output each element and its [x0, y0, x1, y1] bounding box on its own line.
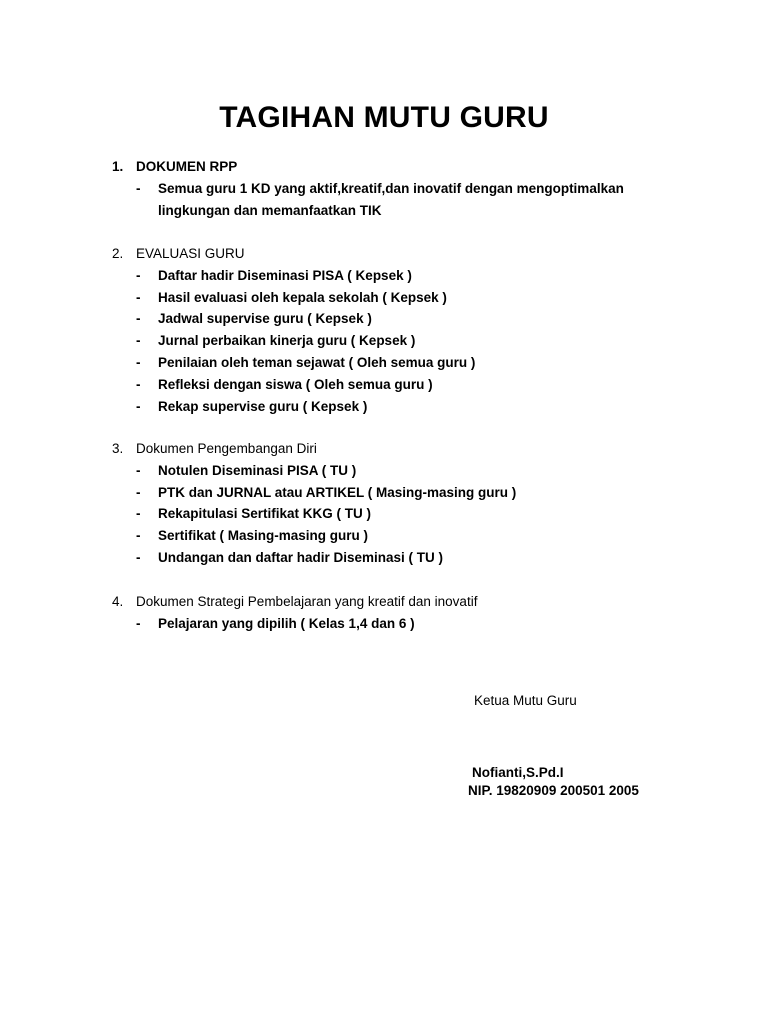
dash-bullet: -: [136, 462, 141, 478]
list-item: [112, 308, 672, 330]
list-item: [112, 287, 672, 309]
section-number: 4.: [112, 594, 124, 609]
dash-bullet: -: [136, 180, 141, 196]
item-text: Penilaian oleh teman sejawat ( Oleh semua guru ): [158, 354, 476, 370]
item-text: Notulen Diseminasi PISA ( TU ): [158, 462, 357, 478]
section-title: Dokumen Pengembangan Diri: [136, 441, 317, 456]
section-title: Dokumen Strategi Pembelajaran yang kreatif dan inovatif: [136, 594, 478, 609]
item-list: [112, 613, 672, 635]
section-title: EVALUASI GURU: [136, 246, 245, 261]
dash-bullet: -: [136, 333, 141, 349]
item-text: Undangan dan daftar hadir Diseminasi ( TU ): [158, 549, 444, 565]
dash-bullet: -: [136, 311, 141, 327]
dash-bullet: -: [136, 615, 141, 631]
signature-role: Ketua Mutu Guru: [474, 693, 577, 708]
section-number: 1.: [112, 159, 124, 174]
item-list: [112, 265, 672, 418]
signature-nip: NIP. 19820909 200501 2005: [468, 783, 639, 798]
section-number: 3.: [112, 441, 124, 456]
dash-bullet: -: [136, 484, 141, 500]
list-item: [112, 613, 672, 635]
item-text: Jadwal supervise guru ( Kepsek ): [158, 311, 372, 327]
section-2: [112, 243, 672, 417]
item-text: Semua guru 1 KD yang aktif,kreatif,dan inovatif dengan mengoptimalkan lingkungan dan memanfaatkan TIK: [158, 180, 624, 218]
section-number: 2.: [112, 246, 124, 261]
item-text: Refleksi dengan siswa ( Oleh semua guru ): [158, 376, 433, 392]
section-3: [112, 438, 672, 569]
list-item: [112, 460, 672, 482]
item-text: Jurnal perbaikan kinerja guru ( Kepsek ): [158, 333, 416, 349]
item-list: [112, 178, 672, 222]
dash-bullet: -: [136, 549, 141, 565]
list-item: [112, 352, 672, 374]
list-item: [112, 330, 672, 352]
item-text: Pelajaran yang dipilih ( Kelas 1,4 dan 6 ): [158, 615, 415, 631]
section-heading: [112, 591, 672, 613]
document-title: TAGIHAN MUTU GURU: [219, 101, 549, 134]
item-text: Hasil evaluasi oleh kepala sekolah ( Kepsek ): [158, 289, 447, 305]
item-text: Rekapitulasi Sertifikat KKG ( TU ): [158, 506, 372, 522]
dash-bullet: -: [136, 354, 141, 370]
list-item: [112, 396, 672, 418]
dash-bullet: -: [136, 376, 141, 392]
list-item: [112, 525, 672, 547]
list-item: [112, 178, 672, 222]
section-heading: [112, 156, 672, 178]
list-item: [112, 547, 672, 569]
list-item: [112, 482, 672, 504]
item-text: Daftar hadir Diseminasi PISA ( Kepsek ): [158, 267, 412, 283]
dash-bullet: -: [136, 528, 141, 544]
list-item: [112, 374, 672, 396]
section-1: [112, 156, 672, 221]
item-list: [112, 460, 672, 569]
item-text: Sertifikat ( Masing-masing guru ): [158, 528, 369, 544]
section-4: [112, 591, 672, 635]
dash-bullet: -: [136, 506, 141, 522]
list-item: [112, 265, 672, 287]
signature-name: Nofianti,S.Pd.I: [472, 765, 564, 780]
section-title: DOKUMEN RPP: [136, 159, 238, 174]
list-item: [112, 503, 672, 525]
dash-bullet: -: [136, 289, 141, 305]
item-text: PTK dan JURNAL atau ARTIKEL ( Masing-masing guru ): [158, 484, 517, 500]
dash-bullet: -: [136, 398, 141, 414]
item-text: Rekap supervise guru ( Kepsek ): [158, 398, 368, 414]
section-heading: [112, 243, 672, 265]
section-heading: [112, 438, 672, 460]
dash-bullet: -: [136, 267, 141, 283]
